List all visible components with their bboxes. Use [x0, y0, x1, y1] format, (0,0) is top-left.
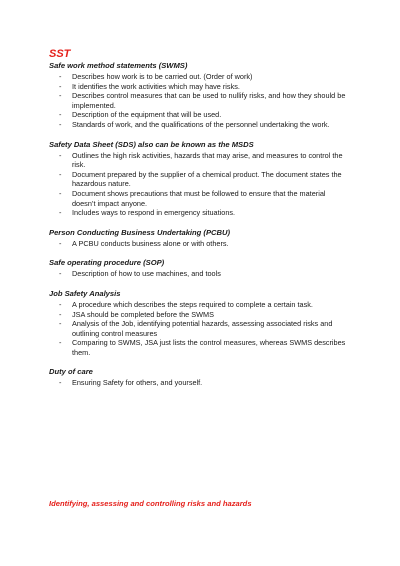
bullet-list	[49, 239, 349, 249]
list-item-text: A PCBU conducts business alone or with others.	[72, 238, 229, 248]
dash-marker: -	[59, 91, 62, 101]
dash-marker: -	[59, 378, 62, 388]
list-item	[59, 319, 349, 338]
dash-marker: -	[59, 188, 62, 198]
list-item-text: Analysis of the Job, identifying potential hazards, assessing associated risks and outlining control measures	[72, 319, 333, 338]
list-item-text: Description of how to use machines, and tools	[72, 269, 221, 279]
document-title: SST	[49, 48, 71, 60]
list-item	[59, 238, 349, 249]
section-heading: Job Safety Analysis	[49, 288, 121, 298]
list-item-text: It identifies the work activities which may have risks.	[72, 81, 240, 91]
dash-marker: -	[59, 319, 62, 329]
bullet-list	[49, 151, 349, 218]
bullet-list	[49, 72, 349, 130]
section-heading: Duty of care	[49, 367, 93, 377]
list-item-text: Description of the equipment that will be used.	[72, 110, 222, 120]
dash-marker: -	[59, 269, 62, 279]
dash-marker: -	[59, 169, 62, 179]
list-item-text: Document shows precautions that must be followed to ensure that the material doesn’t impact anyone.	[72, 188, 326, 208]
dash-marker: -	[59, 309, 62, 319]
section	[49, 228, 349, 249]
list-item	[59, 91, 349, 110]
list-item-text: Outlines the high risk activities, hazards that may arise, and measures to control the risk.	[72, 150, 343, 170]
list-item	[59, 188, 349, 208]
list-item	[59, 119, 349, 130]
section	[49, 367, 349, 388]
section-heading: Safety Data Sheet (SDS) also can be known as the MSDS	[49, 139, 254, 149]
list-item	[59, 72, 349, 82]
list-item-text: Comparing to SWMS, JSA just lists the control measures, whereas SWMS describes them.	[72, 338, 346, 357]
list-item	[59, 150, 349, 170]
list-item	[59, 309, 349, 320]
section	[49, 289, 349, 358]
section-heading: Safe operating procedure (SOP)	[49, 258, 165, 268]
dash-marker: -	[59, 238, 62, 248]
dash-marker: -	[59, 150, 62, 160]
footer-heading: Identifying, assessing and controlling risks and hazards	[49, 499, 252, 508]
list-item-text: Standards of work, and the qualifications of the personnel undertaking the work.	[72, 119, 330, 129]
list-item	[59, 338, 349, 357]
list-item	[59, 378, 349, 388]
list-item	[59, 110, 349, 120]
list-item-text: Describes control measures that can be used to nullify risks, and how they should be implemented.	[72, 91, 346, 110]
section	[49, 258, 349, 279]
list-item	[59, 208, 349, 218]
list-item	[59, 169, 349, 189]
section	[49, 61, 349, 130]
list-item-text: Describes how work is to be carried out. (Order of work)	[72, 72, 253, 81]
bullet-list	[49, 378, 349, 388]
list-item-text: Ensuring Safety for others, and yourself.	[72, 378, 203, 388]
list-item	[59, 299, 349, 310]
dash-marker: -	[59, 81, 62, 91]
list-item-text: Document prepared by the supplier of a chemical product. The document states the hazardous nature.	[72, 169, 342, 189]
dash-marker: -	[59, 72, 62, 81]
dash-marker: -	[59, 208, 62, 218]
dash-marker: -	[59, 299, 62, 309]
list-item	[59, 269, 349, 279]
bullet-list	[49, 269, 349, 279]
list-item-text: Includes ways to respond in emergency situations.	[72, 208, 236, 218]
bullet-list	[49, 300, 349, 358]
list-item-text: JSA should be completed before the SWMS	[72, 309, 214, 319]
section-heading: Person Conducting Business Undertaking (PCBU)	[49, 227, 231, 237]
dash-marker: -	[59, 110, 62, 120]
section-heading: Safe work method statements (SWMS)	[49, 61, 188, 70]
dash-marker: -	[59, 338, 62, 348]
document-body	[49, 61, 349, 388]
list-item	[59, 81, 349, 92]
dash-marker: -	[59, 119, 62, 129]
section	[49, 140, 349, 218]
list-item-text: A procedure which describes the steps required to complete a certain task.	[72, 299, 313, 309]
